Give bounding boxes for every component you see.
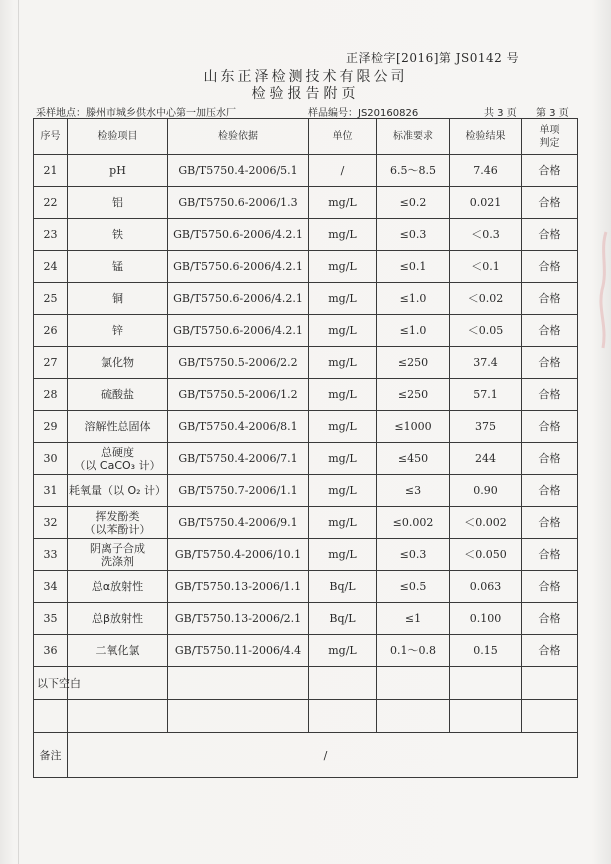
table-row — [34, 539, 578, 571]
table-row — [34, 283, 578, 315]
table-row — [34, 475, 578, 507]
cell-result: 57.1 — [450, 379, 522, 411]
cell-standard: ≤250 — [377, 347, 450, 379]
cell-verdict: 合格 — [522, 507, 578, 539]
cell-standard: ≤0.5 — [377, 571, 450, 603]
cell-item-line1: 总硬度 — [101, 445, 134, 459]
header-verdict-line1: 单项 — [539, 124, 560, 136]
empty-cell — [450, 667, 522, 700]
table-row — [34, 571, 578, 603]
table-row — [34, 379, 578, 411]
header-verdict-line2: 判定 — [539, 137, 560, 149]
blank-label: 以下空白 — [34, 667, 68, 700]
cell-item: 锌 — [68, 315, 168, 347]
cell-verdict: 合格 — [522, 603, 578, 635]
report-subtitle: 检验报告附页 — [251, 86, 360, 102]
cell-method: GB/T5750.6-2006/1.3 — [168, 187, 309, 219]
cell-verdict: 合格 — [522, 187, 578, 219]
table-row — [34, 603, 578, 635]
cell-method: GB/T5750.6-2006/4.2.1 — [168, 283, 309, 315]
header-result: 检验结果 — [450, 119, 522, 155]
cell-no: 22 — [34, 187, 68, 219]
cell-result: 37.4 — [450, 347, 522, 379]
cell-standard: ≤1000 — [377, 411, 450, 443]
header-method: 检验依据 — [168, 119, 309, 155]
cell-result: 0.100 — [450, 603, 522, 635]
cell-item: 锰 — [68, 251, 168, 283]
cell-method: GB/T5750.13-2006/1.1 — [168, 571, 309, 603]
empty-cell — [522, 667, 578, 700]
cell-unit: mg/L — [309, 635, 377, 667]
note-row — [34, 733, 578, 778]
header-standard: 标准要求 — [377, 119, 450, 155]
note-label: 备注 — [34, 733, 68, 778]
table-row — [34, 347, 578, 379]
report-meta — [36, 104, 576, 118]
cell-item-line1: 挥发酚类 — [95, 509, 140, 523]
header-verdict — [522, 119, 578, 155]
cell-verdict: 合格 — [522, 347, 578, 379]
cell-no: 29 — [34, 411, 68, 443]
table-row — [34, 315, 578, 347]
cell-method: GB/T5750.4-2006/9.1 — [168, 507, 309, 539]
cell-result: 0.15 — [450, 635, 522, 667]
cell-unit: mg/L — [309, 219, 377, 251]
cell-method: GB/T5750.6-2006/4.2.1 — [168, 251, 309, 283]
table-row — [34, 635, 578, 667]
cell-no: 36 — [34, 635, 68, 667]
table-row — [34, 219, 578, 251]
cell-result: 0.063 — [450, 571, 522, 603]
cell-standard: ≤3 — [377, 475, 450, 507]
company-name: 山东正泽检测技术有限公司 — [203, 69, 408, 85]
note-value: / — [68, 733, 578, 778]
cell-item: 二氧化氯 — [68, 635, 168, 667]
table-row — [34, 187, 578, 219]
cell-unit: Bq/L — [309, 571, 377, 603]
blank-row — [34, 667, 578, 700]
empty-cell — [309, 667, 377, 700]
header-item: 检验项目 — [68, 119, 168, 155]
cell-item: 铝 — [68, 187, 168, 219]
cell-method: GB/T5750.6-2006/4.2.1 — [168, 315, 309, 347]
cell-unit: mg/L — [309, 507, 377, 539]
cell-method: GB/T5750.4-2006/8.1 — [168, 411, 309, 443]
cell-method: GB/T5750.7-2006/1.1 — [168, 475, 309, 507]
cell-item — [68, 507, 168, 539]
cell-method: GB/T5750.5-2006/2.2 — [168, 347, 309, 379]
cell-verdict: 合格 — [522, 251, 578, 283]
cell-item: 总α放射性 — [68, 571, 168, 603]
empty-cell — [168, 667, 309, 700]
cell-method: GB/T5750.4-2006/10.1 — [168, 539, 309, 571]
cell-item: 氯化物 — [68, 347, 168, 379]
cell-no: 23 — [34, 219, 68, 251]
cell-item-line2: （以苯酚计） — [84, 522, 151, 536]
cell-verdict: 合格 — [522, 635, 578, 667]
cell-unit: mg/L — [309, 347, 377, 379]
cell-standard: ≤1 — [377, 603, 450, 635]
results-table — [33, 118, 578, 778]
cell-no: 32 — [34, 507, 68, 539]
cell-item: 硫酸盐 — [68, 379, 168, 411]
cell-verdict: 合格 — [522, 443, 578, 475]
seal-edge-mark — [596, 230, 610, 350]
cell-result: ＜0.050 — [450, 539, 522, 571]
cell-item — [68, 539, 168, 571]
blank-row — [34, 700, 578, 733]
cell-standard: ≤0.2 — [377, 187, 450, 219]
cell-verdict: 合格 — [522, 219, 578, 251]
sample-number: 样品编号：JS20160826 — [308, 108, 419, 119]
empty-cell — [377, 667, 450, 700]
cell-item-line2: 洗涤剂 — [101, 554, 134, 568]
cell-method: GB/T5750.4-2006/7.1 — [168, 443, 309, 475]
cell-verdict: 合格 — [522, 571, 578, 603]
cell-verdict: 合格 — [522, 283, 578, 315]
report-number: 正泽检字[2016]第 JS0142 号 — [346, 51, 520, 65]
cell-no: 33 — [34, 539, 68, 571]
table-header-row — [34, 119, 578, 155]
cell-method: GB/T5750.6-2006/4.2.1 — [168, 219, 309, 251]
cell-result: ＜0.002 — [450, 507, 522, 539]
cell-unit: mg/L — [309, 187, 377, 219]
cell-verdict: 合格 — [522, 539, 578, 571]
table-row — [34, 411, 578, 443]
cell-unit: mg/L — [309, 475, 377, 507]
cell-no: 26 — [34, 315, 68, 347]
cell-item: 溶解性总固体 — [68, 411, 168, 443]
cell-item: 耗氧量（以 O₂ 计） — [68, 475, 168, 507]
cell-unit: mg/L — [309, 315, 377, 347]
cell-verdict: 合格 — [522, 315, 578, 347]
cell-verdict: 合格 — [522, 475, 578, 507]
cell-verdict: 合格 — [522, 379, 578, 411]
cell-standard: ≤0.1 — [377, 251, 450, 283]
cell-unit: mg/L — [309, 379, 377, 411]
paper-fold-line — [18, 0, 19, 864]
empty-cell — [168, 700, 309, 733]
cell-method: GB/T5750.11-2006/4.4 — [168, 635, 309, 667]
cell-standard: 0.1～0.8 — [377, 635, 450, 667]
cell-result: ＜0.02 — [450, 283, 522, 315]
empty-cell — [68, 667, 168, 700]
cell-method: GB/T5750.5-2006/1.2 — [168, 379, 309, 411]
empty-cell — [377, 700, 450, 733]
cell-verdict: 合格 — [522, 155, 578, 187]
cell-no: 28 — [34, 379, 68, 411]
cell-unit: Bq/L — [309, 603, 377, 635]
cell-no: 25 — [34, 283, 68, 315]
cell-method: GB/T5750.4-2006/5.1 — [168, 155, 309, 187]
total-pages: 共 3 页 — [484, 108, 517, 119]
cell-method: GB/T5750.13-2006/2.1 — [168, 603, 309, 635]
cell-standard: ≤450 — [377, 443, 450, 475]
header-no: 序号 — [34, 119, 68, 155]
cell-item: 总β放射性 — [68, 603, 168, 635]
cell-item — [68, 443, 168, 475]
cell-no: 31 — [34, 475, 68, 507]
cell-unit: mg/L — [309, 251, 377, 283]
cell-result: ＜0.1 — [450, 251, 522, 283]
empty-cell — [450, 700, 522, 733]
cell-verdict: 合格 — [522, 411, 578, 443]
cell-result: ＜0.3 — [450, 219, 522, 251]
table-row — [34, 251, 578, 283]
cell-standard: ≤250 — [377, 379, 450, 411]
page-number: 第 3 页 — [536, 108, 569, 119]
cell-unit: mg/L — [309, 411, 377, 443]
cell-item: 铜 — [68, 283, 168, 315]
cell-standard: ≤1.0 — [377, 283, 450, 315]
cell-unit: mg/L — [309, 283, 377, 315]
cell-item-line2: （以 CaCO₃ 计） — [74, 458, 161, 472]
cell-standard: 6.5～8.5 — [377, 155, 450, 187]
cell-result: 375 — [450, 411, 522, 443]
cell-unit: / — [309, 155, 377, 187]
empty-cell — [68, 700, 168, 733]
cell-unit: mg/L — [309, 539, 377, 571]
table-row — [34, 155, 578, 187]
empty-cell — [34, 700, 68, 733]
table-row — [34, 507, 578, 539]
cell-no: 27 — [34, 347, 68, 379]
cell-no: 35 — [34, 603, 68, 635]
cell-standard: ≤1.0 — [377, 315, 450, 347]
sampling-location: 采样地点：滕州市城乡供水中心第一加压水厂 — [36, 108, 236, 119]
cell-no: 24 — [34, 251, 68, 283]
empty-cell — [309, 700, 377, 733]
cell-item-line1: 阴离子合成 — [90, 541, 145, 555]
cell-unit: mg/L — [309, 443, 377, 475]
cell-item: 铁 — [68, 219, 168, 251]
cell-result: ＜0.05 — [450, 315, 522, 347]
cell-standard: ≤0.3 — [377, 219, 450, 251]
cell-item: pH — [68, 155, 168, 187]
cell-result: 7.46 — [450, 155, 522, 187]
cell-result: 0.021 — [450, 187, 522, 219]
empty-cell — [522, 700, 578, 733]
cell-result: 244 — [450, 443, 522, 475]
cell-standard: ≤0.002 — [377, 507, 450, 539]
cell-no: 34 — [34, 571, 68, 603]
cell-result: 0.90 — [450, 475, 522, 507]
header-unit: 单位 — [309, 119, 377, 155]
cell-no: 30 — [34, 443, 68, 475]
table-row — [34, 443, 578, 475]
cell-standard: ≤0.3 — [377, 539, 450, 571]
cell-no: 21 — [34, 155, 68, 187]
